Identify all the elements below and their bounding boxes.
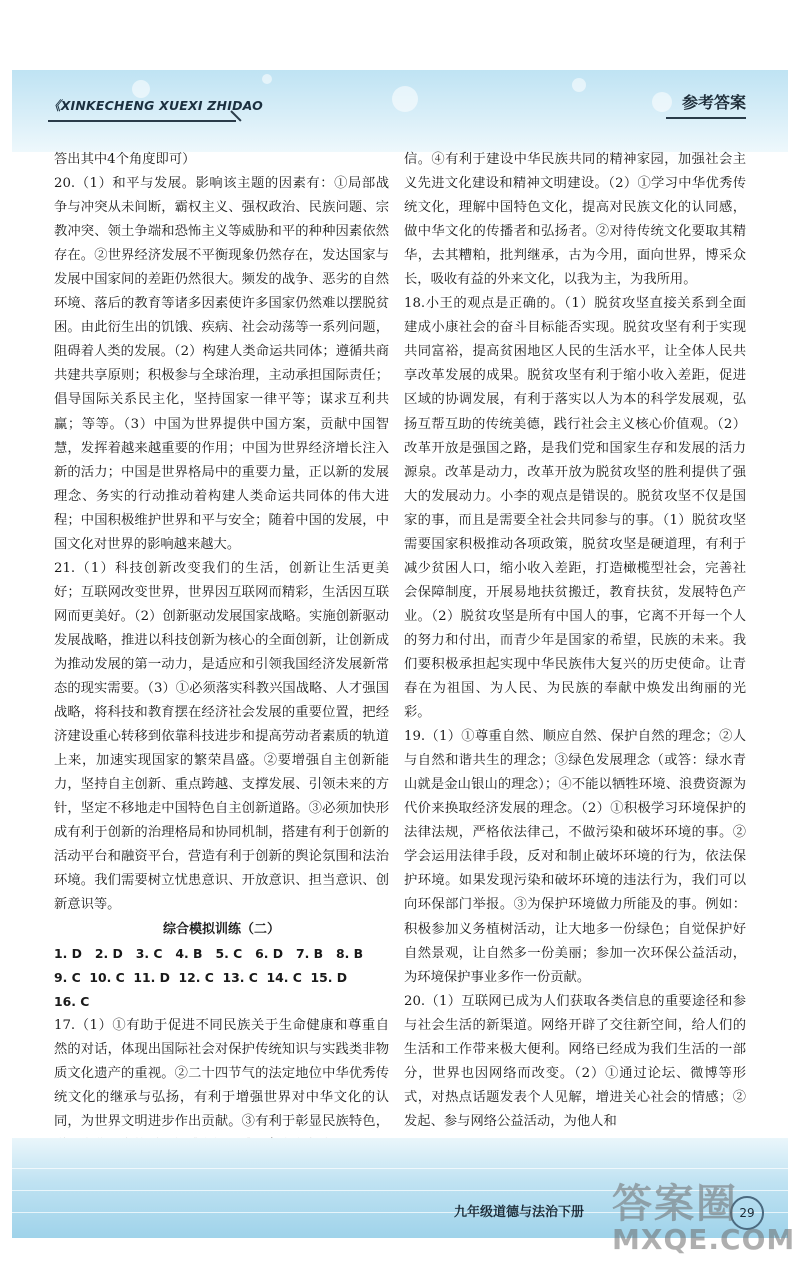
page-number: 29 <box>730 1196 764 1230</box>
decor-bubble <box>392 86 418 112</box>
answer-paragraph: 20.（1）和平与发展。影响该主题的因素有：①局部战争与冲突从未间断，霸权主义、强权政治、民族问题、宗教冲突、领土争端和恐怖主义等威胁和平的种种因素依然存在。②世界经济发展不平衡现象仍然存在，发达国家与发展中国家间的差距仍然很大。频发的战争、恶劣的自然环境、落后的教育等诸多因素使许多国家仍然难以摆脱贫困。由此衍生出的饥饿、疾病、社会动荡等一系列问题，阻碍着人类的发展。（2）构建人类命运共同体；遵循共商共建共享原则；积极参与全球治理，主动承担国际责任；倡导国际关系民主化，坚持国家一律平等；谋求互利共赢；等等。（3）中国为世界提供中国方案，贡献中国智慧，发挥着越来越重要的作用；中国为世界经济增长注入新的活力；中国是世界格局中的重要力量，正以新的发展理念、务实的行动推动着构建人类命运共同体的伟大进程；中国积极维护世界和平与安全；随着中国的发展，中国文化对世界的影响越来越大。 <box>54 176 389 552</box>
footer-line <box>12 1168 788 1169</box>
section-title: 综合模拟训练（二） <box>162 921 280 937</box>
decor-bubble <box>652 92 672 112</box>
watermark-url: MXQE.COM <box>612 1223 796 1256</box>
mcq-answer-line: 1. D 2. D 3. C 4. B 5. C 6. D 7. B 8. B <box>54 945 364 961</box>
answer-paragraph: 19.（1）①尊重自然、顺应自然、保护自然的理念；②人与自然和谐共生的理念；③绿色发展理念（或答：绿水青山就是金山银山的理念）；④不能以牺牲环境、浪费资源为代价来换取经济发展的理念。（2）①积极学习环境保护的法律法规，严格依法律己，不做污染和破坏环境的事。②学会运用法律手段，反对和制止破坏环境的行为，依法保护环境。如果发现污染和破坏环境的违法行为，我们可以向环保部门举报。③为保护环境做力所能及的事。例如：积极参加义务植树活动，让大地多一份绿色；自觉保护好自然景观，让自然多一份美丽；参加一次环保公益活动，为环境保护事业多作一份贡献。 <box>404 729 746 985</box>
book-title: 九年级道德与法治下册 <box>454 1205 585 1220</box>
decor-bubble <box>262 74 272 84</box>
answer-paragraph: 17.（1）①有助于促进不同民族关于生命健康和尊重自然的对话，体现出国际社会对保护传统知识与实践类非物质文化遗产的重视。②二十四节气的法定地位中华优秀传统文化的继承与弘扬，有利于增强世界对中华文化的认同，为世界文明进步作出贡献。③有利于彰显民族特色， <box>54 1017 389 1129</box>
mcq-answer-line: 9. C 10. C 11. D 12. C 13. C 14. C 15. D <box>54 969 348 985</box>
right-column <box>404 148 746 1134</box>
section-label: 参考答案 <box>681 93 746 112</box>
section-label-rule <box>666 117 746 119</box>
answer-paragraph: 18.小王的观点是正确的。（1）脱贫攻坚直接关系到全面建成小康社会的奋斗目标能否实现。脱贫攻坚有利于实现共同富裕，提高贫困地区人民的生活水平，让全体人民共享改革发展的成果。脱贫攻坚有利于缩小收入差距，促进区域的协调发展，有利于落实以人为本的科学发展观，弘扬互帮互助的传统美德，践行社会主义核心价值观。（2）改革开放是强国之路，是我们党和国家生存和发展的活力源泉。改革是动力，改革开放为脱贫攻坚的胜利提供了强大的发展动力。小李的观点是错误的。脱贫攻坚不仅是国家的事，而且是需要全社会共同参与的事。（1）脱贫攻坚需要国家积极推动各项政策，脱贫攻坚是硬道理，有利于减少贫困人口，缩小收入差距，打造橄榄型社会，完善社会保障制度，开展易地扶贫搬迁，教育扶贫，发展特色产业。（2）脱贫攻坚是所有中国人的事，它离不开每一个人的努力和付出，而青少年是国家的希望，民族的未来。我们要积极承担起实现中华民族伟大复兴的历史使命。让青春在为祖国、为人民、为民族的奉献中焕发出绚丽的光彩。 <box>404 296 746 721</box>
watermark-text: 答案圈 <box>612 1181 738 1227</box>
series-title: 《XINKECHENG XUEXI ZHIDAO <box>48 98 263 113</box>
mcq-answer-line: 16. C <box>54 993 90 1009</box>
decor-bubble <box>572 78 586 92</box>
answer-paragraph: 20.（1）互联网已成为人们获取各类信息的重要途径和参与社会生活的新渠道。网络开辟了交往新空间，给人们的生活和工作带来极大便利。网络已经成为我们生活的一部分，世界也因网络而改变。（2）①通过论坛、微博等形式，对热点话题发表个人见解，增进关心社会的情感；②发起、参与网络公益活动，为他人和 <box>404 993 746 1129</box>
answer-paragraph: 答出其中4个角度即可） <box>54 152 196 167</box>
answer-paragraph: 信。④有利于建设中华民族共同的精神家园，加强社会主义先进文化建设和精神文明建设。（2）①学习中华优秀传统文化，理解中国特色文化，提高对民族文化的认同感，做中华文化的传播者和弘扬者。②对待传统文化要取其精华，去其糟粕，批判继承，古为今用，面向世界，博采众长，吸收有益的外来文化，以我为主，为我所用。 <box>404 152 746 288</box>
answer-paragraph: 21.（1）科技创新改变我们的生活，创新让生活更美好；互联网改变世界，世界因互联网而精彩，生活因互联网而更美好。（2）创新驱动发展国家战略。实施创新驱动发展战略，推进以科技创新为核心的全面创新，让创新成为推动发展的第一动力，是适应和引领我国经济发展新常态的现实需要。（3）①必须落实科教兴国战略、人才强国战略，将科技和教育摆在经济社会发展的重要位置，把经济建设重心转移到依靠科技进步和提高劳动者素质的轨道上来，加速实现国家的繁荣昌盛。②要增强自主创新能力，坚持自主创新、重点跨越、支撑发展、引领未来的方针，坚定不移地走中国特色自主创新道路。③必须加快形成有利于创新的治理格局和协同机制，搭建有利于创新的活动平台和融资平台，营造有利于创新的舆论氛围和法治环境。我们需要树立忧患意识、开放意识、担当意识、创新意识等。 <box>54 560 389 913</box>
left-column <box>54 148 389 1158</box>
header-rule <box>48 120 236 122</box>
watermark <box>612 1172 795 1256</box>
